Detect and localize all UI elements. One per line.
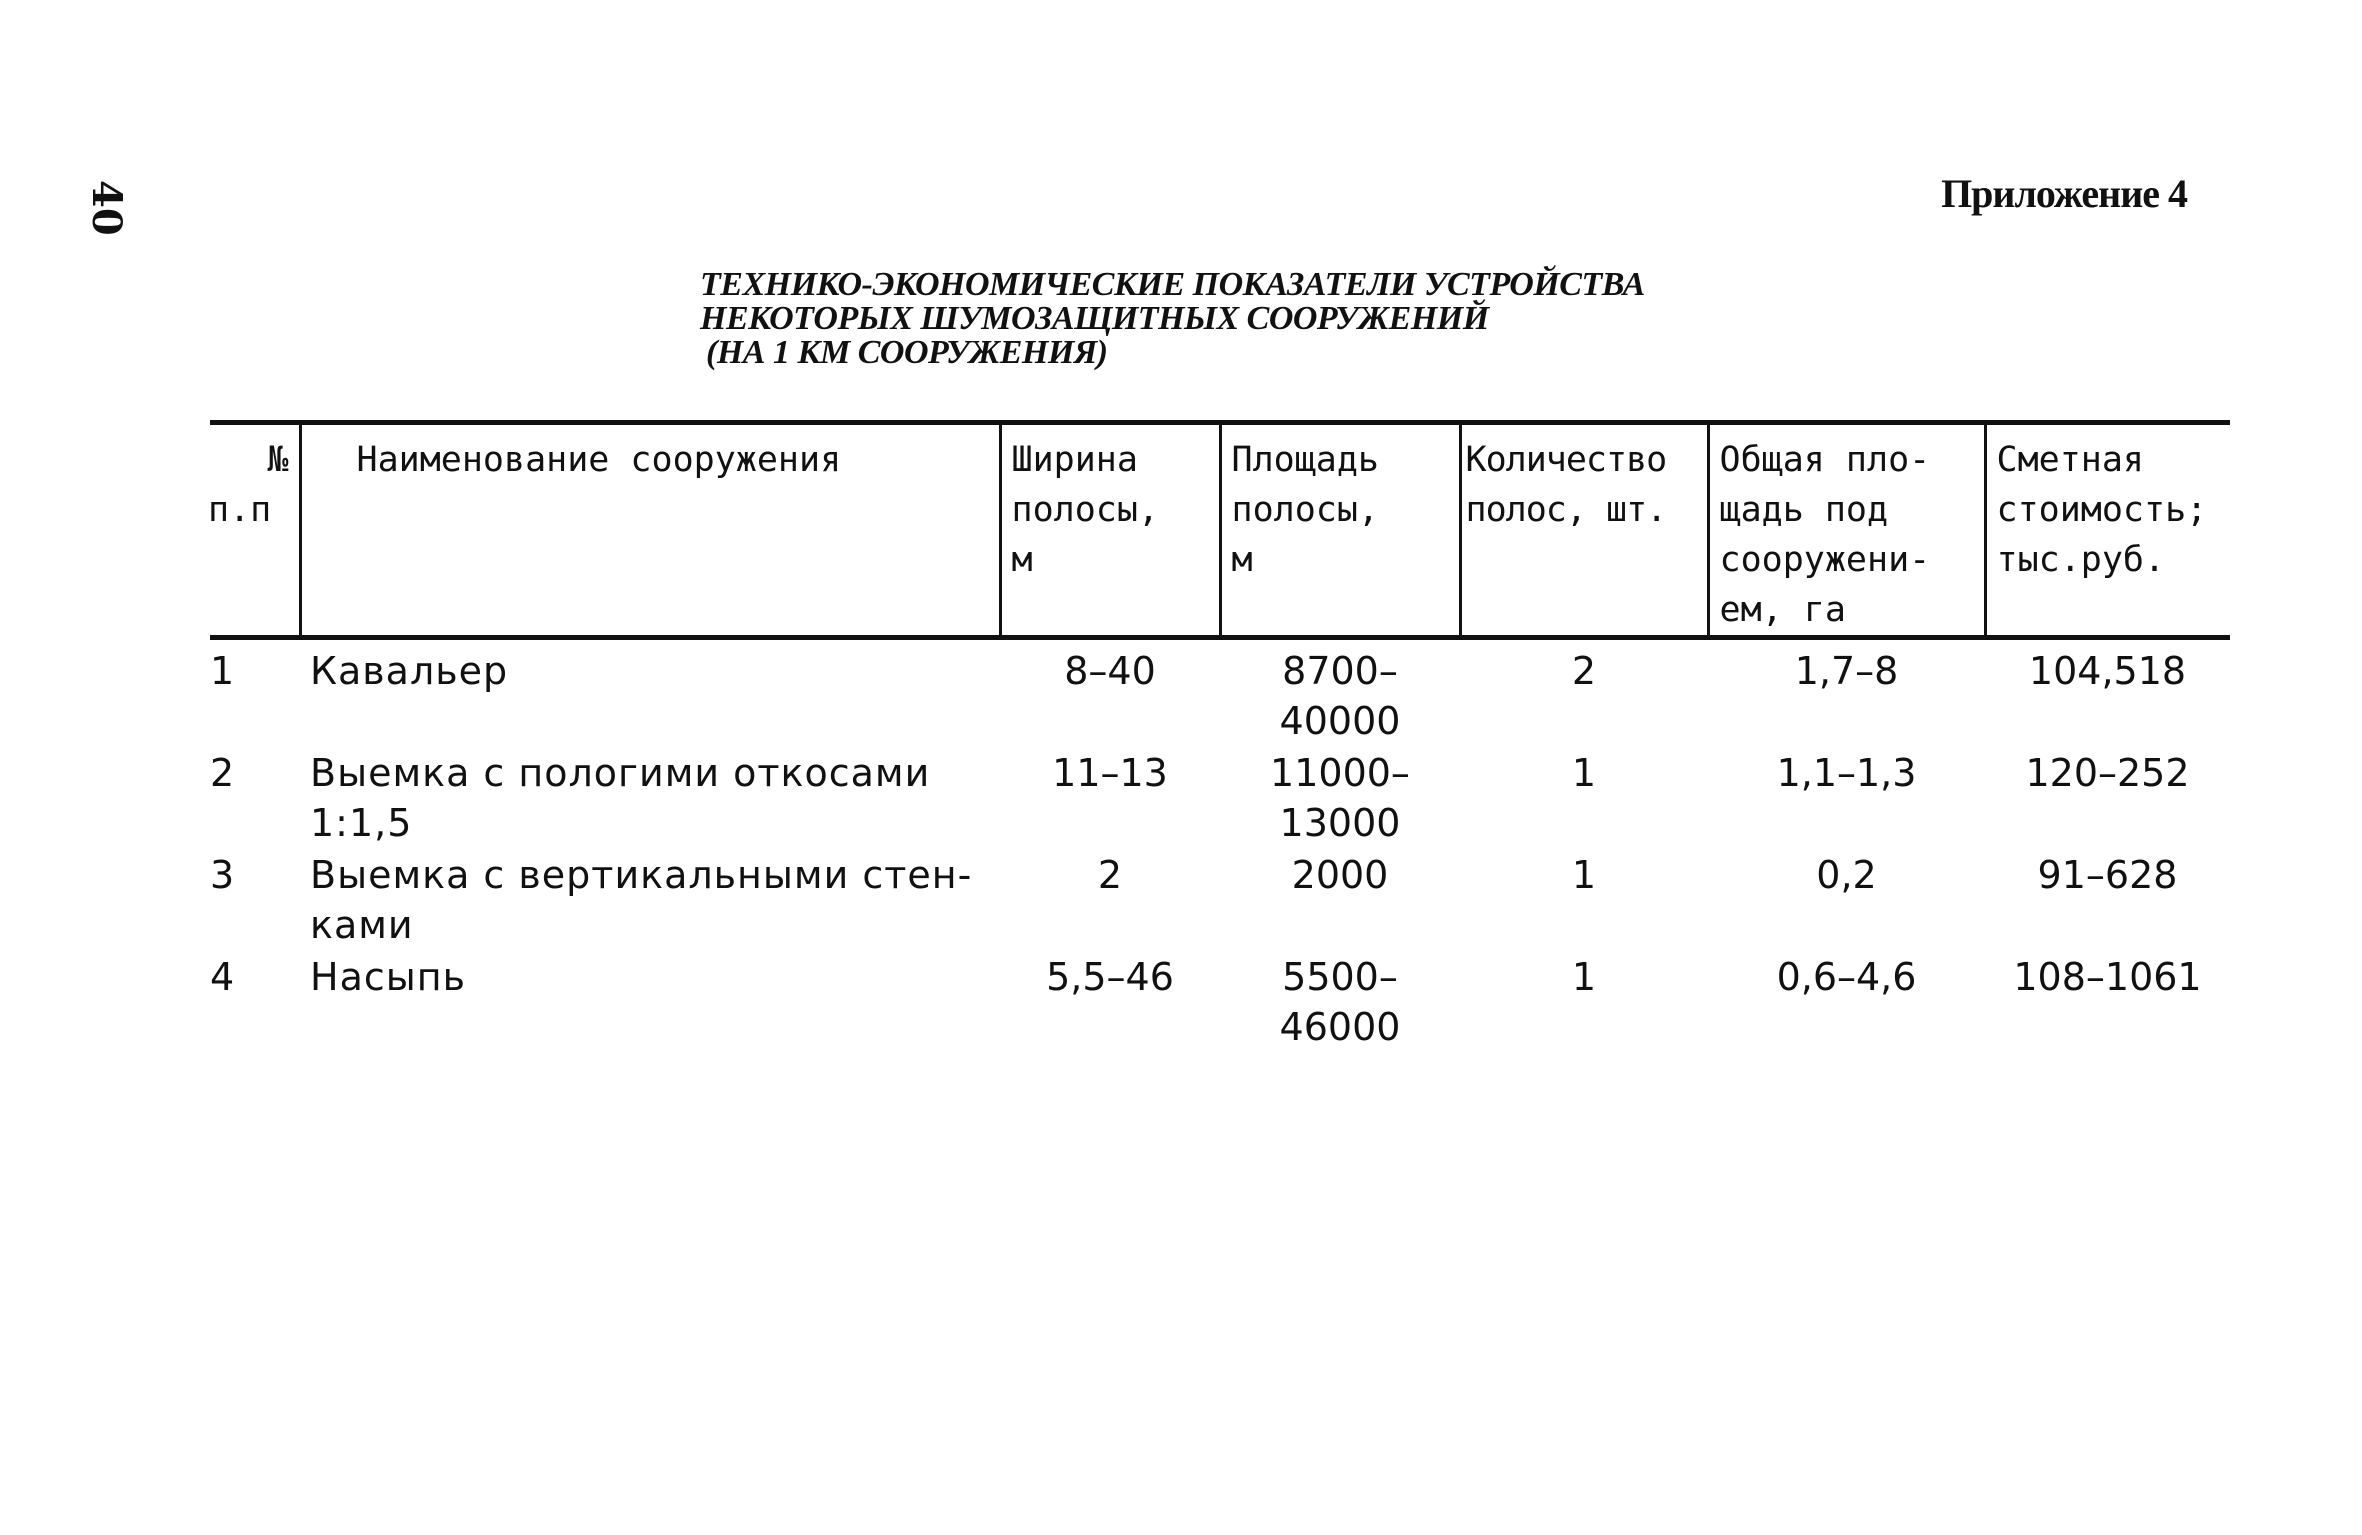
table-row	[210, 952, 2230, 1054]
row-name: Насыпь	[310, 955, 466, 999]
row-number: 3	[210, 853, 235, 897]
header-area: Площадь полосы, м	[1220, 423, 1460, 638]
header-cost: Сметная стоимость; тыс.руб.	[1985, 423, 2230, 638]
row-total-area: 1,1–1,3	[1776, 751, 1917, 795]
row-area: 11000–13000	[1270, 751, 1410, 845]
row-number: 4	[210, 955, 235, 999]
header-total-area: Общая пло- щадь под сооружени- ем, га	[1708, 423, 1985, 638]
row-width: 2	[1097, 853, 1123, 897]
header-width: Ширина полосы, м	[1000, 423, 1220, 638]
table-header	[210, 423, 2230, 638]
row-cost: 108–1061	[2013, 955, 2202, 999]
table-row	[210, 850, 2230, 952]
indicators-table	[210, 420, 2230, 1054]
row-cost: 91–628	[2037, 853, 2178, 897]
header-number-symbol: №	[267, 440, 289, 480]
header-name: Наименование сооружения	[300, 423, 1000, 638]
row-total-area: 0,2	[1816, 853, 1877, 897]
row-area: 8700–40000	[1279, 649, 1401, 743]
row-number: 1	[210, 649, 235, 693]
row-name: Кавальер	[310, 649, 509, 693]
appendix-label: Приложение 4	[1941, 171, 2187, 216]
title-line-2: НЕКОТОРЫХ ШУМОЗАЩИТНЫХ СООРУЖЕНИЙ	[700, 300, 1489, 337]
document-title	[700, 268, 1645, 370]
row-total-area: 0,6–4,6	[1776, 955, 1917, 999]
row-width: 11–13	[1052, 751, 1168, 795]
row-count: 1	[1571, 751, 1597, 795]
row-count: 1	[1571, 955, 1597, 999]
header-number	[210, 423, 300, 638]
row-name: Выемка с вертикальными стен- ками	[310, 853, 973, 947]
row-total-area: 1,7–8	[1794, 649, 1899, 693]
page-number: 40	[83, 180, 130, 236]
title-line-1: ТЕХНИКО-ЭКОНОМИЧЕСКИЕ ПОКАЗАТЕЛИ УСТРОЙСТВА	[700, 266, 1645, 303]
row-cost: 120–252	[2025, 751, 2190, 795]
row-width: 5,5–46	[1046, 955, 1174, 999]
row-number: 2	[210, 751, 235, 795]
table-body	[210, 638, 2230, 1055]
header-count: Количество полос, шт.	[1460, 423, 1708, 638]
row-name: Выемка с пологими откосами 1:1,5	[310, 751, 931, 845]
row-area: 2000	[1291, 853, 1389, 897]
row-count: 2	[1571, 649, 1597, 693]
title-line-3: (НА 1 КМ СООРУЖЕНИЯ)	[706, 334, 1108, 371]
row-area: 5500–46000	[1279, 955, 1401, 1049]
table-row	[210, 748, 2230, 850]
row-width: 8–40	[1064, 649, 1156, 693]
row-count: 1	[1571, 853, 1597, 897]
header-number-sub: п.п	[208, 490, 272, 530]
row-cost: 104,518	[2028, 649, 2187, 693]
table-row	[210, 638, 2230, 749]
